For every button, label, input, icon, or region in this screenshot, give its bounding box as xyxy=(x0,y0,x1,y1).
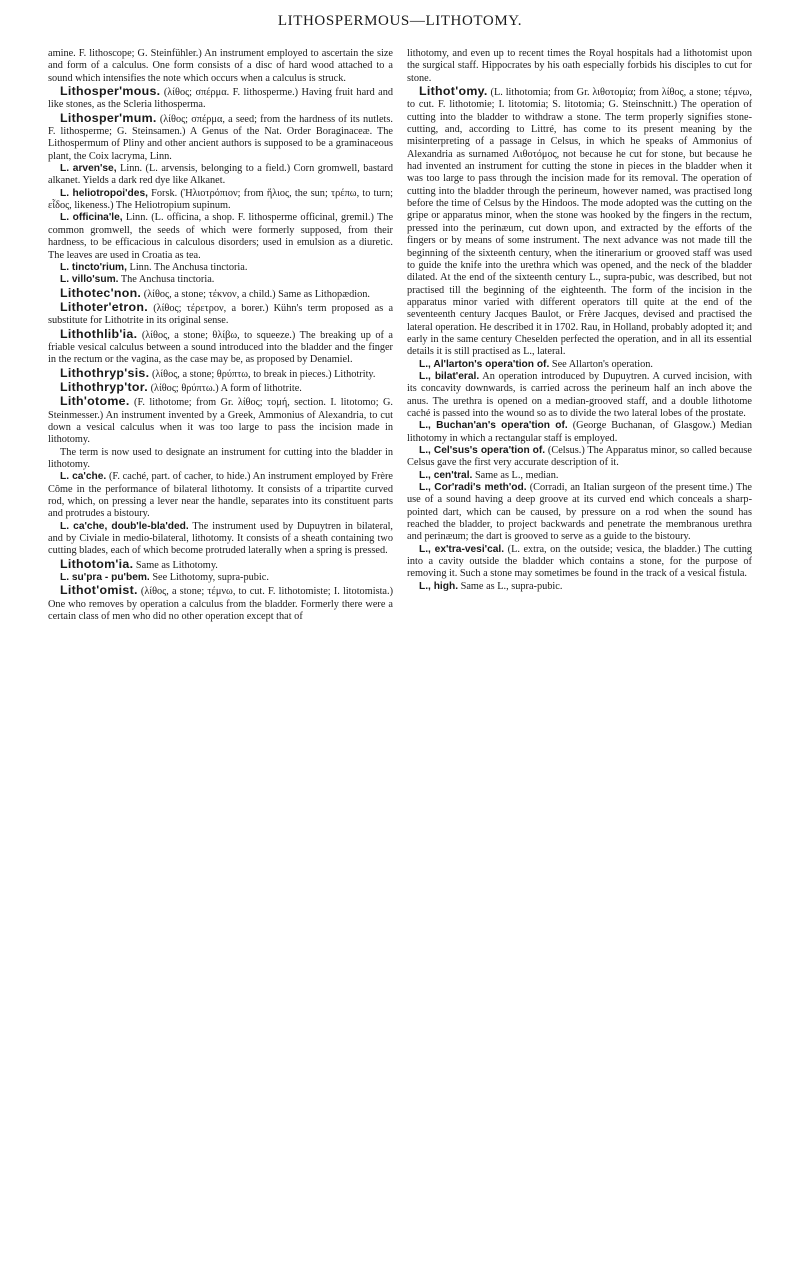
entry-text: The Anchusa tinctoria. xyxy=(120,274,215,286)
entry-text: Linn. The Anchusa tinctoria. xyxy=(129,261,248,273)
entry-text: (λίθος, a stone; θλίβω, to squeeze.) The breaking up of a friable vesical calculus between a sound introduced into the bladder and the finger in the rectum or the vagina, as the case may be, as proposed by Denamiel. xyxy=(48,329,393,366)
entry-text: lithotomy, and even up to recent times the Royal hospitals had a lithotomist upon the surgical staff. Hippocrates by his oath especially forbids his disciples to cut for stone. xyxy=(407,48,752,84)
dictionary-entry xyxy=(48,262,393,274)
dictionary-entry xyxy=(48,381,393,395)
dictionary-entry xyxy=(407,445,752,470)
sub-headword: L. arven'se, xyxy=(60,163,117,175)
entry-text: amine. F. lithoscope; G. Steinfühler.) An instrument employed to ascertain the size and form of a calculus. One form consists of a disc of hard wood attached to a sound which intensifies the note which occurs when a calculus is struck. xyxy=(48,48,393,84)
entry-text: (L. extra, on the outside; vesica, the bladder.) The cutting into a cavity outside the bladder which contains a stone, for the purpose of removing it. Such a stone may sometimes be found in the track of a vesical fistula. xyxy=(407,543,752,580)
entry-text: Linn. (L. arvensis, belonging to a field.) Corn gromwell, bastard alkanet. Yields a dark red dye like Alkanet. xyxy=(48,163,393,187)
entry-text: Same as Lithotomy. xyxy=(135,559,218,571)
entry-text: (λίθος; σπέρμα. F. lithosperme.) Having fruit hard and like stones, as the Scleria lithosperma. xyxy=(48,87,394,111)
dictionary-entry xyxy=(407,359,752,371)
entry-text: (λίθος, a stone; θρύπτω, to break in pieces.) Lithotrity. xyxy=(151,368,376,380)
entry-text: (λίθος; θρύπτω.) A form of lithotrite. xyxy=(150,382,302,394)
sub-headword: L. villo'sum. xyxy=(60,274,119,286)
dictionary-entry xyxy=(48,212,393,261)
entry-text: (George Buchanan, of Glasgow.) Median lithotomy in which a rectangular staff is employed. xyxy=(407,420,752,444)
dictionary-entry xyxy=(48,112,393,163)
entry-text: (F. lithotome; from Gr. λίθος; τομή, section. I. litotomo; G. Steinmesser.) An instrument invented by a Greek, Ammonius of Alexandria, to cut down a vesical calculus when it was too large to pass the incision made in lithotomy. xyxy=(48,397,393,446)
headword: Lith'otome. xyxy=(60,394,130,409)
entry-text: (Celsus.) The Apparatus minor, so called because Celsus gave the first very accurate description of it. xyxy=(407,445,753,469)
headword: Lithotec'non. xyxy=(60,285,142,300)
sub-headword: L. ca'che, doub'le-bla'ded. xyxy=(60,520,189,532)
sub-headword: L. tincto'rium, xyxy=(60,261,127,273)
running-header: LITHOSPERMOUS—LITHOTOMY. xyxy=(277,13,523,29)
headword: Lithothlib'ia. xyxy=(60,326,138,341)
dictionary-entry xyxy=(48,367,393,381)
dictionary-entry xyxy=(48,188,393,213)
dictionary-entry xyxy=(48,163,393,188)
entry-text: See Lithotomy, supra-pubic. xyxy=(152,572,269,584)
sub-headword: L., Al'larton's opera'tion of. xyxy=(419,358,550,370)
entry-text: (L. lithotomia; from Gr. λιθοτομία; from λίθος, a stone; τέμνω, to cut. F. lithotomie; I. litotomia; S. litotomia; G. Steinschnitt.) The operation of cutting into the bladder to withdraw a stone. The term properly signifies stone-cutting, and, according to Littré, has come to its present meaning by the misinterpreting of a passage in Celsus, in which he speaks of Ammonius of Alexandria as surnamed Λιθοτόμος, not because he cut for stone, but because he had invented an instrument for cutting the stone in pieces in the bladder when it was too large to pass through the incision made for its removal. The operation of cutting into the bladder through the perineum, however named, was practised long before the time of Celsus by the Hindoos. The mode adopted was the cutting on the gripe or apparatus minor, when the stone was hooked by the fingers in the rectum, pressed into the perinæum, cut down upon, and extracted by the efforts of the fingers or by means of some instrument. The next advance was not made till the beginning of the sixteenth century, when the itinerarium or grooved staff was used to guide the knife into the urethra which was opened, and the neck of the bladder dilated. At the end of the sixteenth century L., supra-pubic, was described, but not practised till the beginning of the eighteenth. The form of the incision in the apparatus minor varied with different operators till quite at the end of the seventeenth century Jacques Baulot, or Frère Jacques, devised and practised the lateral operation. He described it in 1702. Rau, in Holland, probably adopted it; and early in the same century Cheselden perfected the operation, and in all its essential details it is still practised as L., lateral. xyxy=(407,87,752,358)
headword: Lithotom'ia. xyxy=(60,556,134,571)
entry-text: Same as L., median. xyxy=(474,469,559,481)
headword: Lithot'omist. xyxy=(60,583,138,598)
dictionary-entry xyxy=(407,48,752,85)
sub-headword: L. officina'le, xyxy=(60,212,123,224)
dictionary-entry xyxy=(48,301,393,328)
dictionary-entry xyxy=(407,85,752,359)
sub-headword: L., ex'tra-vesi'cal. xyxy=(419,543,505,555)
dictionary-entry xyxy=(48,471,393,520)
dictionary-entry xyxy=(407,581,752,593)
headword: Lithothryp'tor. xyxy=(60,379,148,394)
dictionary-entry xyxy=(407,371,752,420)
entry-text: (λίθος, a stone; τέμνω, to cut. F. lithotomiste; I. litotomista.) One who removes by operation a calculus from the bladder. Formerly there were a certain class of men who did no other operation except that of xyxy=(48,586,394,623)
dictionary-entry xyxy=(48,395,393,446)
right-column xyxy=(407,48,752,623)
headword: Lithosper'mum. xyxy=(60,110,157,125)
entry-text: (Corradi, an Italian surgeon of the present time.) The use of a sound having a deep groove at its curved end which conceals a sharp-pointed dart, which can be caused, by pressure on a rod when the sound has reached the bladder, to project backwards and penetrate the membranous urethra and perinæum; the dart is grooved to serve as a guide to the bistoury. xyxy=(407,482,753,543)
sub-headword: L., Buchan'an's opera'tion of. xyxy=(419,420,568,432)
entry-text: (λίθος, a stone; τέκνον, a child.) Same as Lithopædion. xyxy=(143,288,370,300)
dictionary-entry xyxy=(48,558,393,572)
sub-headword: L. su'pra - pu'bem. xyxy=(60,572,150,584)
entry-text: Same as L., supra-pubic. xyxy=(460,580,563,592)
left-column xyxy=(48,48,393,623)
headword: Lithoter'etron. xyxy=(60,299,148,314)
dictionary-entry xyxy=(48,447,393,472)
sub-headword: L. ca'che. xyxy=(60,471,107,483)
dictionary-entry xyxy=(48,48,393,85)
columns xyxy=(48,48,752,623)
headword: Lithot'omy. xyxy=(419,84,488,99)
entry-text: Linn. (L. officina, a shop. F. lithosperme officinal, gremil.) The common gromwell, the seeds of which were formerly supposed, from their hardness, to be efficacious in calculous disorders; used in emulsion as a diuretic. The leaves are used in Croatia as tea. xyxy=(48,212,394,261)
dictionary-entry xyxy=(407,470,752,482)
headword: Lithosper'mous. xyxy=(60,84,161,99)
entry-text: Forsk. (Ἡλιοτρόπιον; from ἥλιος, the sun; τρέπω, to turn; εἶδος, likeness.) The Heliotropium supinum. xyxy=(48,187,393,212)
dictionary-entry xyxy=(48,521,393,558)
entry-text: (λίθος; σπέρμα, a seed; from the hardness of its nutlets. F. lithosperme; G. Steinsamen.) A Genus of the Nat. Order Boraginaceæ. The Lithospermum of Pliny and other ancient authors is supposed to be a graminaceous plant, the Coix lacryma, Linn. xyxy=(48,113,393,162)
dictionary-entry xyxy=(407,420,752,445)
dictionary-entry xyxy=(407,482,752,544)
dictionary-entry xyxy=(48,85,393,112)
dictionary-entry xyxy=(407,544,752,581)
sub-headword: L. heliotropoi'des, xyxy=(60,187,148,199)
entry-text: The instrument used by Dupuytren in bilateral, and by Civiale in medio-bilateral, lithotomy. It consists of a sheath containing two cutting blades, each of which become protruded laterally when a spring is pressed. xyxy=(48,520,394,557)
dictionary-entry xyxy=(48,287,393,301)
entry-text: An operation introduced by Dupuytren. A curved incision, with its concavity downwards, is carried across the perineum half an inch above the anus. The urethra is opened on a median-grooved staff, and a double lithotome caché is passed into the wound so as to divide the two lateral lobes of the prostate. xyxy=(407,370,752,419)
dictionary-entry xyxy=(48,584,393,623)
sub-headword: L., Cel'sus's opera'tion of. xyxy=(419,445,546,456)
entry-text: (λίθος; τέρετρον, a borer.) Kühn's term proposed as a substitute for Lithotrite in its original sense. xyxy=(48,302,394,327)
headword: Lithothryp'sis. xyxy=(60,365,150,380)
sub-headword: L., cen'tral. xyxy=(419,469,473,481)
entry-text: The term is now used to designate an instrument for cutting into the bladder in lithotomy. xyxy=(48,446,393,470)
sub-headword: L., high. xyxy=(419,580,459,592)
entry-text: See Allarton's operation. xyxy=(551,358,653,370)
dictionary-entry xyxy=(48,328,393,367)
entry-text: (F. caché, part. of cacher, to hide.) An instrument employed by Frère Côme in the performance of bilateral lithotomy. It consists of a tripartite curved rod, which, on pressing a lever near the handle, separates into its constituent parts and protrudes a bistoury. xyxy=(48,471,393,520)
sub-headword: L., Cor'radi's meth'od. xyxy=(419,482,527,494)
sub-headword: L., bilat'eral. xyxy=(419,370,480,382)
